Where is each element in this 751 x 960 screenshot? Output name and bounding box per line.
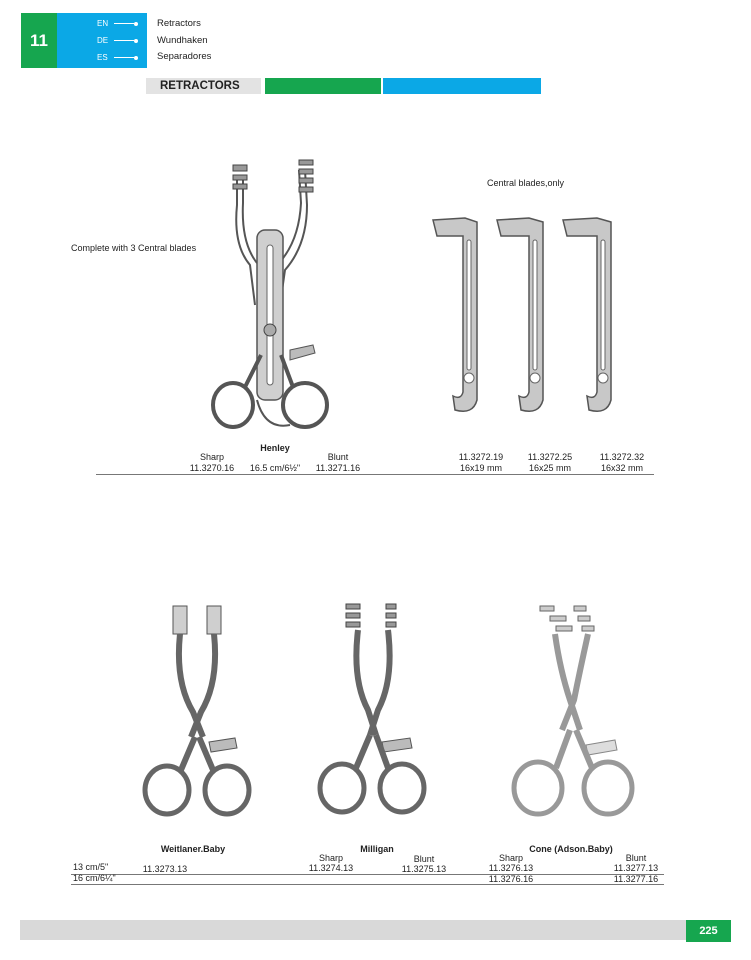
blade-2-code: 11.3272.25 <box>527 452 573 462</box>
milligan-blunt-label: Blunt <box>413 854 435 864</box>
milligan-blunt-code: 11.3275.13 <box>401 864 447 874</box>
page-number: 225 <box>686 920 731 942</box>
henley-blunt-code: 11.3271.16 <box>315 463 361 473</box>
henley-note: Complete with 3 Central blades <box>71 243 197 253</box>
cone-sharp-16-code: 11.3276.16 <box>488 874 534 884</box>
weitlaner-code: 11.3273.13 <box>142 864 188 874</box>
henley-retractor-image <box>195 155 335 445</box>
henley-sharp-label: Sharp <box>199 452 225 462</box>
cone-blunt-16-code: 11.3277.16 <box>613 874 659 884</box>
henley-name: Henley <box>260 443 290 453</box>
henley-sharp-code: 11.3270.16 <box>189 463 235 473</box>
language-panel <box>57 13 147 68</box>
henley-blunt-label: Blunt <box>327 452 349 462</box>
bottom-table-rule-1 <box>71 874 664 875</box>
lang-label-de: Wundhaken <box>157 35 208 46</box>
lang-label-en: Retractors <box>157 18 201 29</box>
lang-row-en: EN <box>97 19 138 28</box>
central-blades-note: Central blades,only <box>487 178 565 188</box>
blade-3-size: 16x32 mm <box>600 463 644 473</box>
henley-rule <box>96 474 654 475</box>
row-16cm-label: 16 cm/6¼" <box>73 873 116 883</box>
central-blades-image <box>425 210 655 420</box>
footer-bar <box>20 920 731 940</box>
chapter-number: 11 <box>21 13 57 68</box>
blade-1-code: 11.3272.19 <box>458 452 504 462</box>
cone-blunt-13-code: 11.3277.13 <box>613 863 659 873</box>
bottom-table-rule-2 <box>71 884 664 885</box>
lang-row-es: ES <box>97 53 138 62</box>
milligan-image <box>300 600 420 840</box>
cone-sharp-13-code: 11.3276.13 <box>488 863 534 873</box>
blue-accent-bar <box>383 78 541 94</box>
row-13cm-label: 13 cm/5" <box>73 862 109 872</box>
cone-name: Cone (Adson.Baby) <box>529 844 613 854</box>
weitlaner-name: Weitlaner.Baby <box>160 844 226 854</box>
blade-2-size: 16x25 mm <box>528 463 572 473</box>
section-title: RETRACTORS <box>146 78 261 94</box>
blade-3-code: 11.3272.32 <box>599 452 645 462</box>
weitlaner-baby-image <box>135 602 255 842</box>
cone-blunt-label: Blunt <box>625 853 647 863</box>
blade-1-size: 16x19 mm <box>459 463 503 473</box>
milligan-sharp-code: 11.3274.13 <box>308 863 354 873</box>
henley-size: 16.5 cm/6½" <box>249 463 301 473</box>
lang-row-de: DE <box>97 36 138 45</box>
milligan-sharp-label: Sharp <box>318 853 344 863</box>
cone-adson-baby-image <box>500 600 640 840</box>
milligan-name: Milligan <box>360 844 394 854</box>
cone-sharp-label: Sharp <box>498 853 524 863</box>
lang-label-es: Separadores <box>157 51 212 62</box>
green-accent-bar <box>265 78 381 94</box>
